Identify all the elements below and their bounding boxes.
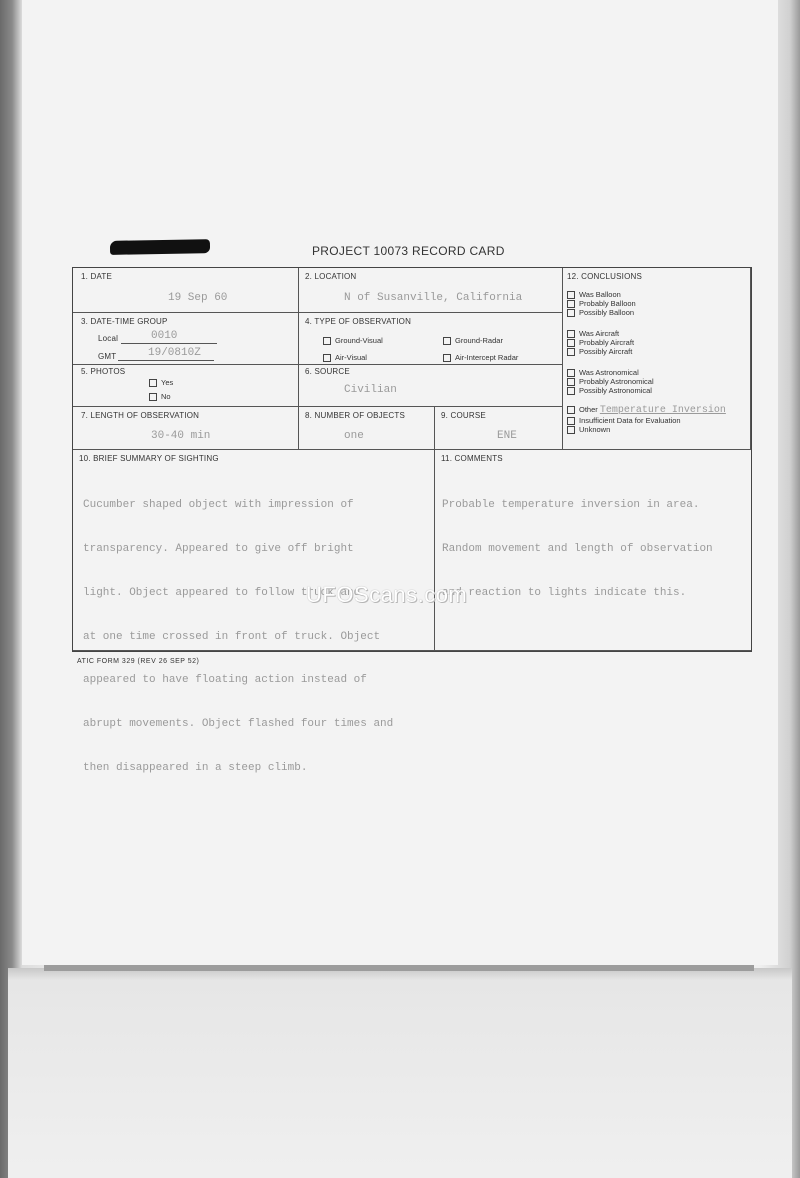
source-label: 6. SOURCE [305,367,350,376]
local-label: Local [98,334,119,343]
summary-line: at one time crossed in front of truck. Object [83,630,381,643]
conclusion-group-balloon [567,290,636,317]
conclusion-other: Other Temperature Inversion [567,405,726,416]
gmt-label: GMT [98,352,117,361]
date-time-group-cell [73,313,299,365]
comments-line: and reaction to lights indicate this. [442,586,687,599]
conclusion-item: Was Aircraft [567,329,634,338]
summary-line: abrupt movements. Object flashed four times and [83,718,394,731]
checkbox-icon [567,406,575,414]
local-value: 0010 [151,330,178,342]
date-cell [73,268,299,313]
course-label: 9. COURSE [441,411,486,420]
checkbox-icon [567,348,575,356]
conclusion-item: Probably Balloon [567,299,636,308]
checkbox-icon [567,291,575,299]
conclusion-group-astronomical [567,368,654,395]
photos-no: No [149,392,171,401]
sheet-edge [44,965,754,971]
conclusion-item: Probably Aircraft [567,338,634,347]
conclusion-group-other [567,405,726,434]
comments-line: Probable temperature inversion in area. [442,499,700,512]
source-value: Civilian [344,384,397,396]
checkbox-icon [323,354,331,362]
checkbox-icon [567,387,575,395]
comments-text [442,469,713,630]
checkbox-icon [567,330,575,338]
comments-cell [435,450,751,651]
summary-label: 10. BRIEF SUMMARY OF SIGHTING [79,454,219,463]
comments-label: 11. COMMENTS [441,454,503,463]
location-label: 2. LOCATION [305,272,357,281]
checkbox-icon [443,337,451,345]
checkbox-icon [567,369,575,377]
summary-text [83,469,393,805]
type-of-observation-cell [299,313,563,365]
conclusion-unknown: Unknown [567,425,726,434]
length-label: 7. LENGTH OF OBSERVATION [81,411,200,420]
form-footer: ATIC FORM 329 (REV 26 SEP 52) [77,658,200,665]
checkbox-icon [443,354,451,362]
photos-yes: Yes [149,378,173,387]
conclusion-insufficient: Insufficient Data for Evaluation [567,416,726,425]
number-objects-label: 8. NUMBER OF OBJECTS [305,411,406,420]
redaction-mark [110,239,210,255]
location-value: N of Susanville, California [344,292,523,304]
conclusion-item: Was Astronomical [567,368,654,377]
length-cell [73,407,299,450]
option-air-visual: Air-Visual [323,353,367,362]
option-ground-radar: Ground-Radar [443,336,503,345]
location-cell [299,268,563,313]
conclusions-cell [563,268,751,450]
photos-label: 5. PHOTOS [81,367,126,376]
source-cell [299,365,563,407]
summary-line: Cucumber shaped object with impression of [83,499,354,512]
option-air-intercept-radar: Air-Intercept Radar [443,353,518,362]
watermark: UFOScans.com [306,582,468,607]
checkbox-icon [567,309,575,317]
gmt-value: 19/0810Z [148,347,201,359]
card-title: PROJECT 10073 RECORD CARD [312,244,505,258]
conclusion-item: Possibly Astronomical [567,386,654,395]
number-objects-cell [299,407,435,450]
number-objects-value: one [344,430,364,442]
conclusion-item: Probably Astronomical [567,377,654,386]
option-ground-visual: Ground-Visual [323,336,383,345]
course-value: ENE [497,430,517,442]
checkbox-icon [567,339,575,347]
conclusion-group-aircraft [567,329,634,356]
checkbox-icon [323,337,331,345]
comments-line: Random movement and length of observation [442,542,713,555]
date-time-group-label: 3. DATE-TIME GROUP [81,317,168,326]
local-underline [121,343,217,344]
checkbox-icon [149,393,157,401]
summary-line: appeared to have floating action instead of [83,674,367,687]
summary-line: then disappeared in a steep climb. [83,761,308,774]
type-of-observation-label: 4. TYPE OF OBSERVATION [305,317,412,326]
conclusion-item: Possibly Aircraft [567,347,634,356]
checkbox-icon [567,417,575,425]
summary-line: transparency. Appeared to give off bright [83,542,354,555]
date-label: 1. DATE [81,272,113,281]
checkbox-icon [149,379,157,387]
checkbox-icon [567,378,575,386]
lower-sheet [8,968,792,1178]
gmt-underline [118,360,214,361]
conclusion-item: Possibly Balloon [567,308,636,317]
checkbox-icon [567,300,575,308]
date-value: 19 Sep 60 [168,292,228,304]
summary-line: light. Object appeared to follow truck and [83,586,361,599]
course-cell [435,407,563,450]
photos-cell [73,365,299,407]
conclusions-label: 12. CONCLUSIONS [567,272,643,281]
length-value: 30-40 min [151,430,211,442]
checkbox-icon [567,426,575,434]
conclusion-item: Was Balloon [567,290,636,299]
other-value: Temperature Inversion [599,405,726,416]
